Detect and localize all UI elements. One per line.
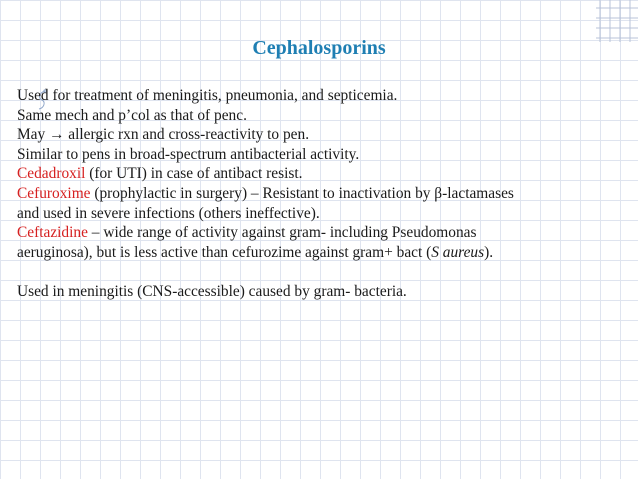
text-line-8-rest: – wide range of activity against gram- including Pseudomonas — [87, 224, 477, 242]
text-line-5-rest: (for UTI) in case of antibact resist. — [85, 165, 303, 183]
slide-title: Cephalosporins — [252, 37, 386, 59]
text-line-9 — [17, 243, 627, 263]
blank-line — [17, 262, 627, 282]
text-line-3 — [17, 125, 627, 145]
text-line-3-pre: May — [17, 126, 50, 144]
text-line-3-post: allergic rxn and cross-reactivity to pen. — [64, 126, 310, 144]
text-line-7: and used in severe infections (others ineffective). — [17, 204, 320, 222]
drug-name-cefuroxime: Cefuroxime — [17, 184, 91, 202]
text-line-10: Used in meningitis (CNS-accessible) caused by gram- bacteria. — [17, 282, 407, 300]
text-line-2: Same mech and p’col as that of penc. — [17, 106, 247, 124]
text-line-1: Used for treatment of meningitis, pneumonia, and septicemia. — [17, 87, 398, 104]
text-line-9-post: ). — [484, 243, 494, 261]
arrow-right-icon: → — [49, 126, 65, 144]
text-line-4: Similar to pens in broad-spectrum antibacterial activity. — [17, 145, 360, 163]
drug-name-ceftazidine: Ceftazidine — [17, 224, 88, 242]
text-line-6-rest: (prophylactic in surgery) – Resistant to inactivation by β-lactamases — [90, 184, 514, 202]
text-line-6 — [17, 184, 627, 204]
drug-name-cedadroxil: Cedadroxil — [17, 165, 86, 183]
text-line-8 — [17, 223, 627, 243]
text-line-9-italic: S aureus — [431, 243, 485, 261]
corner-grid-decoration — [596, 0, 638, 42]
text-line-9-pre: aeruginosa), but is less active than cefurozime against gram+ bact ( — [17, 243, 432, 261]
text-line-5 — [17, 164, 627, 184]
slide-body — [17, 86, 627, 302]
